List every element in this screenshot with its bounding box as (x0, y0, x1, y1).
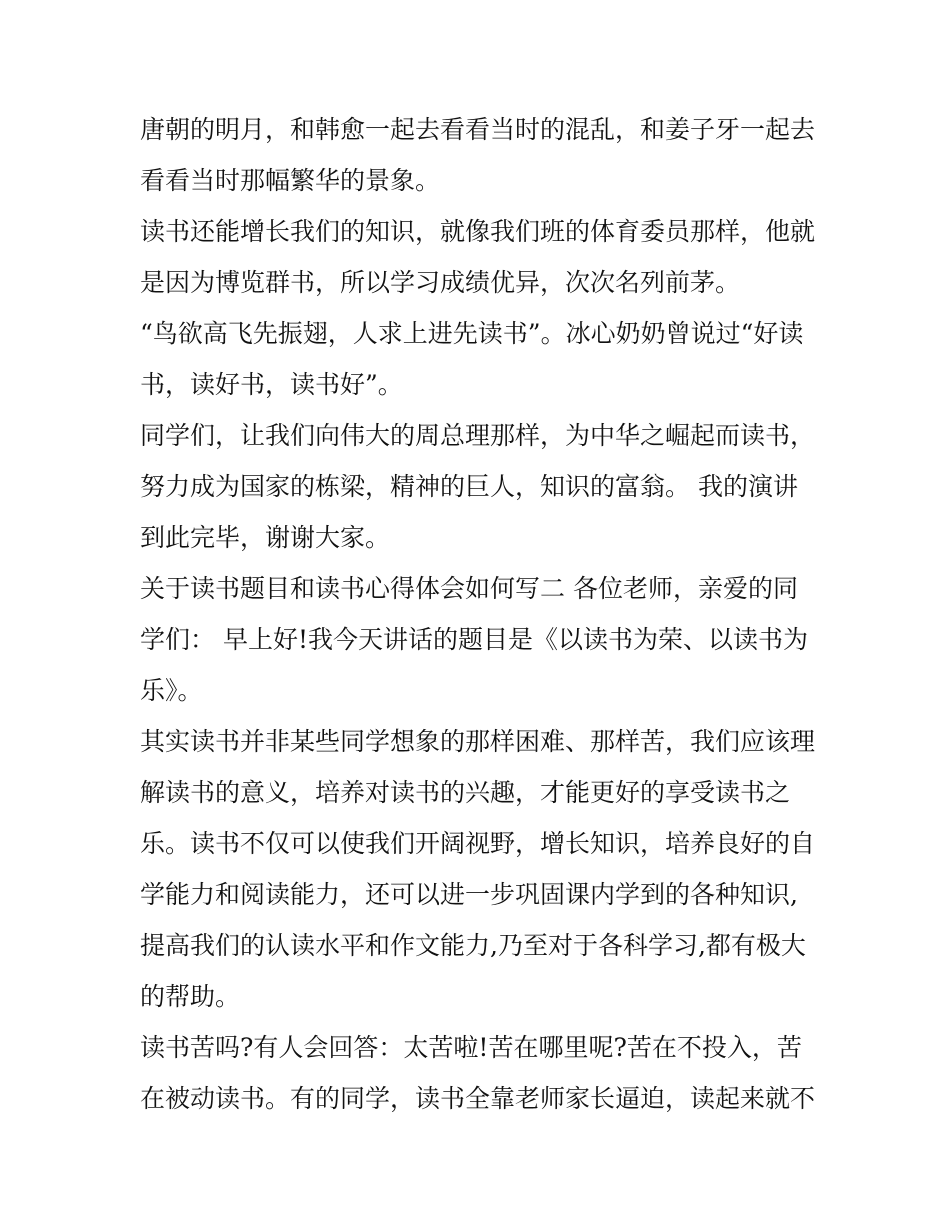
text-line: 其实读书并非某些同学想象的那样困难、那样苦，我们应该理 (140, 727, 816, 756)
text-line: 唐朝的明月，和韩愈一起去看看当时的混乱，和姜子牙一起去 (140, 115, 816, 144)
text-line: 提高我们的认读水平和作文能力,乃至对于各科学习,都有极大 (140, 931, 806, 960)
text-line: 是因为博览群书，所以学习成绩优异，次次名列前茅。 (140, 268, 741, 297)
text-line: 学们： 早上好!我今天讲话的题目是《以读书为荣、以读书为 (140, 625, 808, 654)
text-line: 关于读书题目和读书心得体会如何写二 各位老师，亲爱的同 (140, 574, 798, 603)
text-line: 乐》。 (140, 676, 203, 705)
text-line: “鸟欲高飞先振翅，人求上进先读书”。冰心奶奶曾说过“好读 (140, 319, 804, 348)
text-line: 看看当时那幅繁华的景象。 (140, 166, 441, 195)
text-line: 的帮助。 (140, 982, 241, 1011)
text-line: 努力成为国家的栋梁，精神的巨人，知识的富翁。 我的演讲 (140, 472, 798, 501)
body-text (140, 104, 820, 1124)
text-line: 到此完毕，谢谢大家。 (140, 523, 391, 552)
text-line: 读书苦吗?有人会回答：太苦啦!苦在哪里呢?苦在不投入，苦 (140, 1033, 802, 1062)
text-line: 解读书的意义，培养对读书的兴趣，才能更好的享受读书之 (140, 778, 791, 807)
text-line: 乐。读书不仅可以使我们开阔视野，增长知识，培养良好的自 (140, 829, 816, 858)
text-line: 书，读好书，读书好”。 (140, 370, 403, 399)
text-line: 在被动读书。有的同学，读书全靠老师家长逼迫，读起来就不 (140, 1084, 816, 1113)
text-line: 同学们，让我们向伟大的周总理那样，为中华之崛起而读书， (140, 421, 816, 450)
text-line: 读书还能增长我们的知识，就像我们班的体育委员那样，他就 (140, 217, 816, 246)
text-line: 学能力和阅读能力，还可以进一步巩固课内学到的各种知识, (140, 880, 798, 909)
